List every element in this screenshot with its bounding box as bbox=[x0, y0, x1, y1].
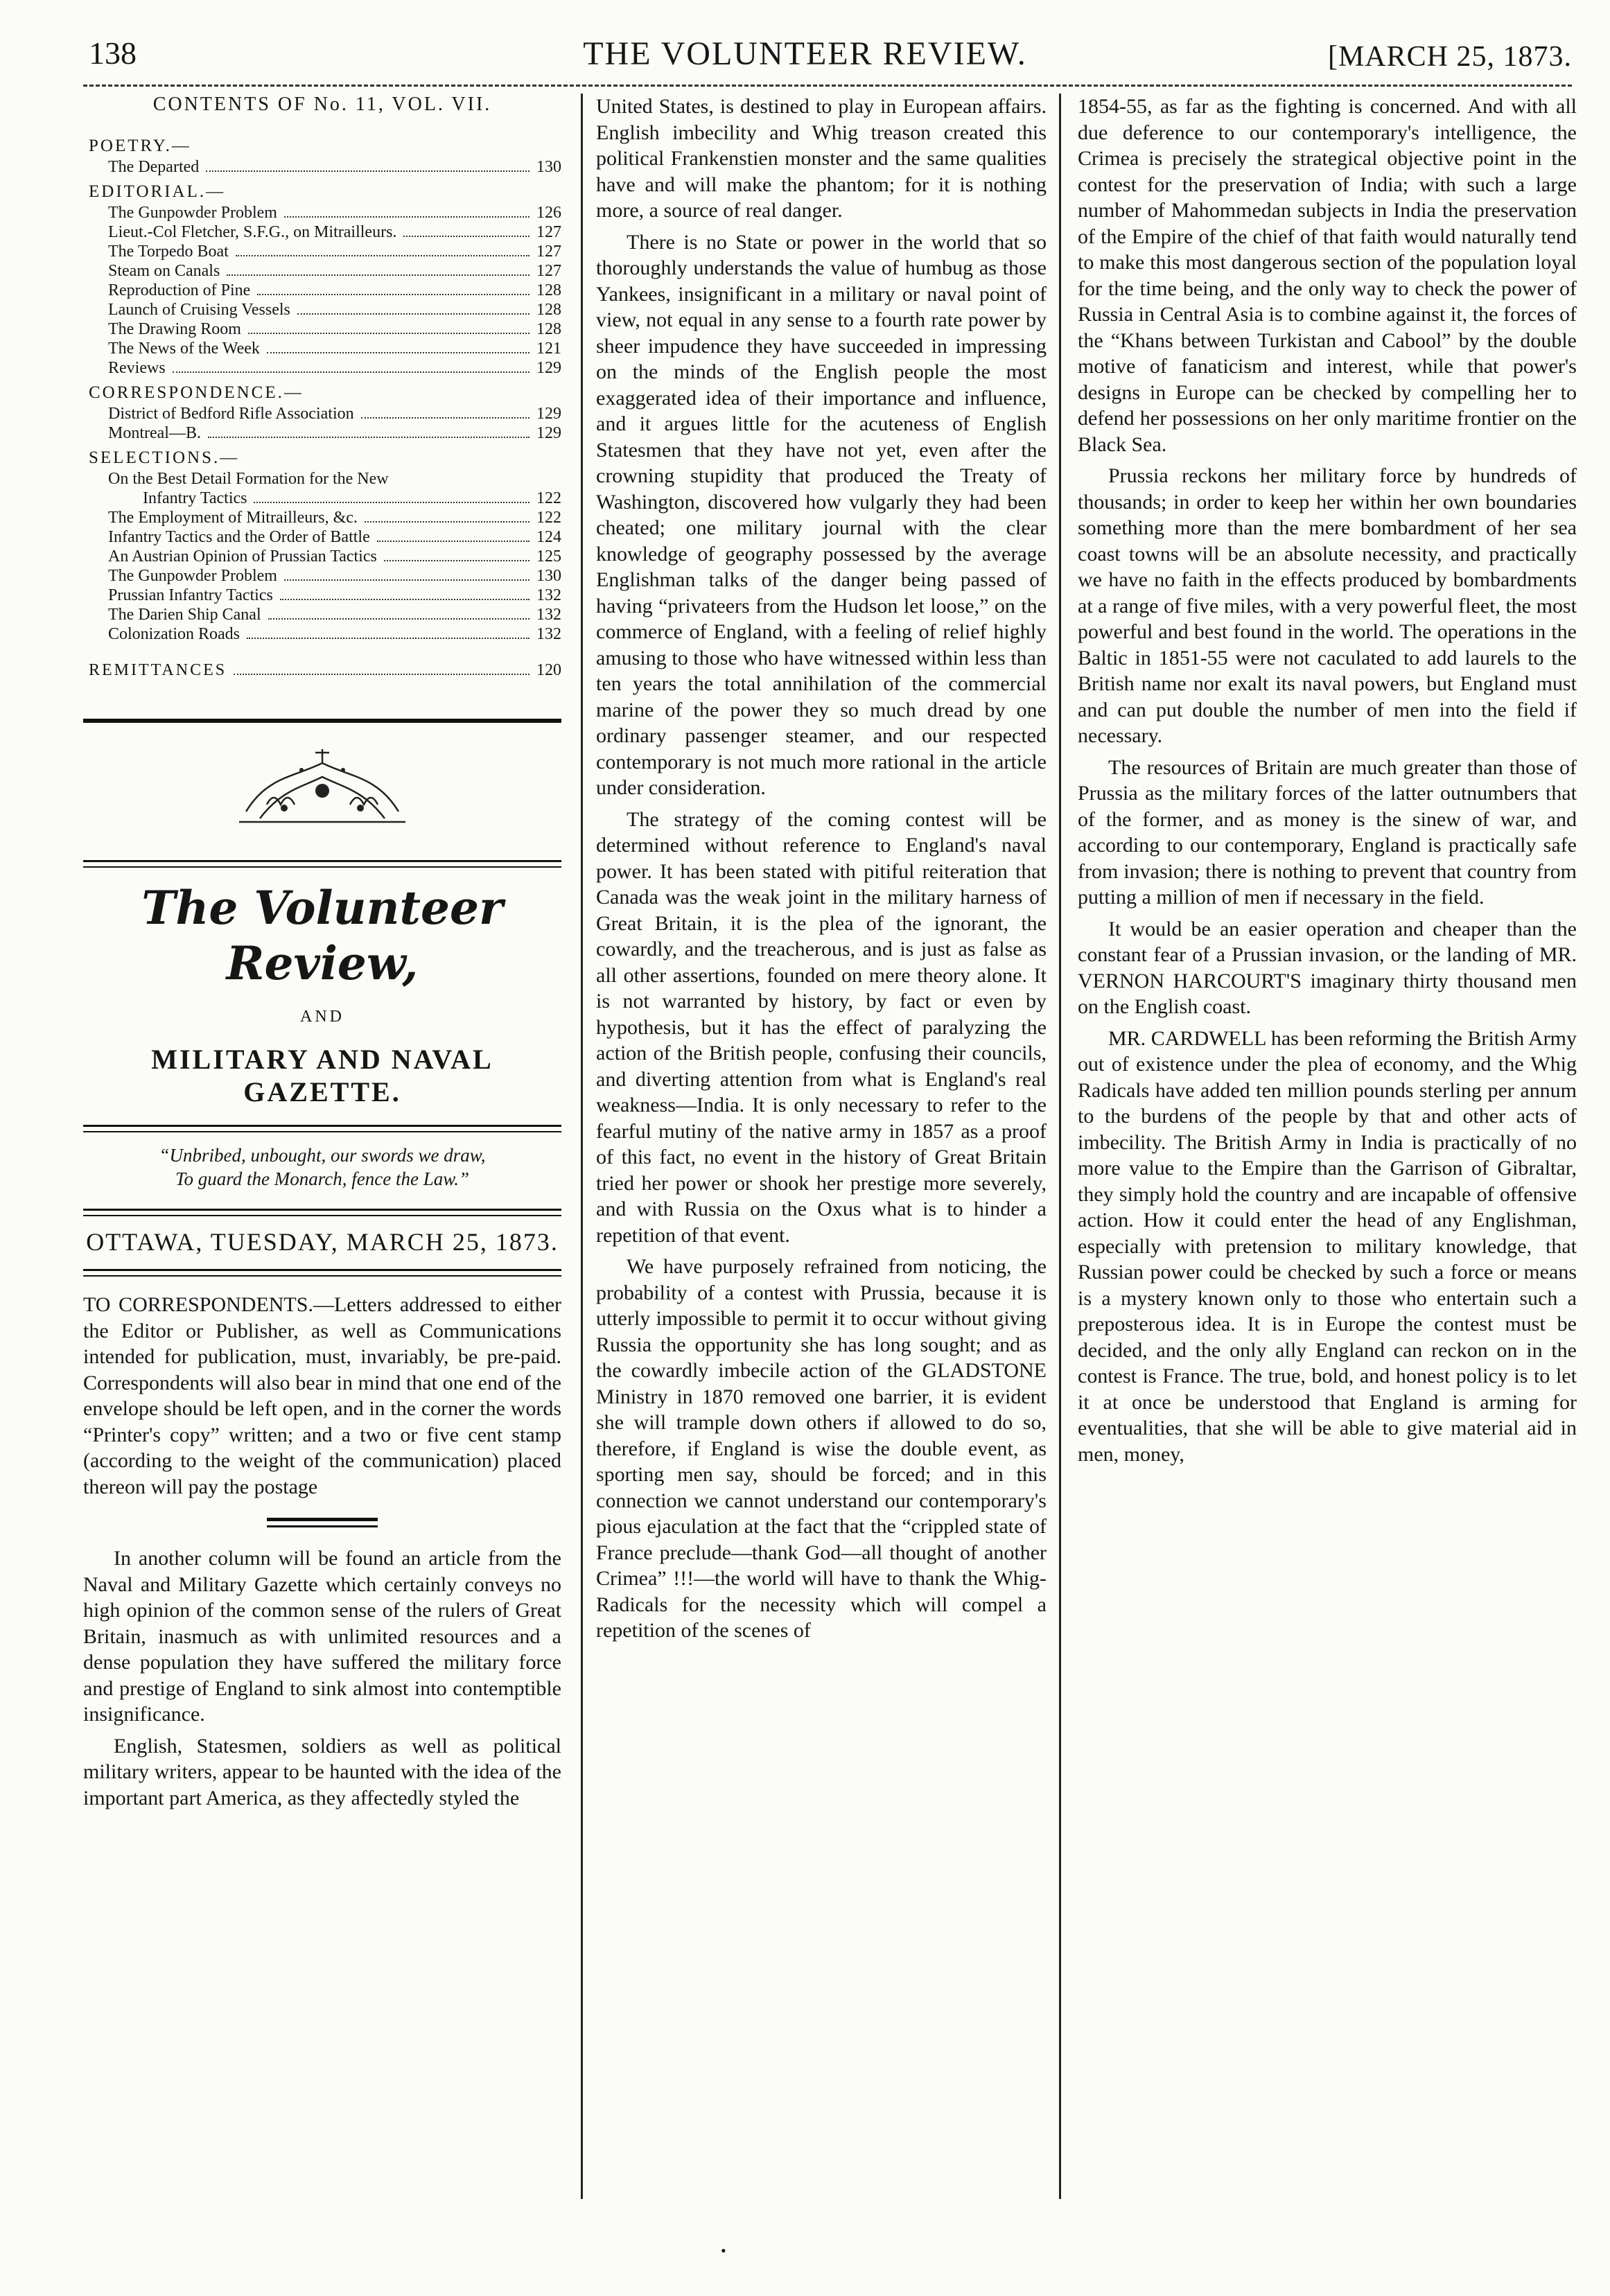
contents-section-label: POETRY.— bbox=[89, 137, 191, 155]
correspondents-notice bbox=[83, 1292, 561, 1500]
dateline-rule-top bbox=[83, 1209, 561, 1216]
article-paragraph: Prussia reckons her military force by hundreds of thousands; in order to keep her within her own boundaries something more than the mere bombardment of her sea coast towns will be an absolute necessity, and practically we have no faith in the effects produced by bombardments at a range of five miles, with a very powerful fleet, the most powerful and best found in the world. The operations in the Baltic in 1851-55 were not caculated to add laurels to the British name nor exalt its naval powers, but England must and can put double the number of men into the field if necessary. bbox=[1078, 464, 1577, 747]
section-divider bbox=[267, 1518, 378, 1527]
article-paragraph: It would be an easier operation and cheaper than the constant fear of a Prussian invasion, or the landing of MR. VERNON HARCOURT'S imaginary thirty thousand men on the English coast. bbox=[1078, 917, 1577, 1018]
article-paragraph: In another column will be found an article from the Naval and Military Gazette which certainly conveys no high opinion of the common sense of the rulers of Great Britain, inasmuch as with unlimited resources and a dense population they have suffered the military force and prestige of England to sink almost into contemptible insignificance. bbox=[83, 1547, 561, 1726]
article-paragraph: There is no State or power in the world that so thoroughly understands the value of humbug as those Yankees, insignificant in a military or naval point of view, not equal in any sense to a fourth rate power by sheer impudence they have succeeded in impressing on the minds of the English people the most exaggerated idea of their importance and influence, and it argues little for the acuteness of English Statesmen that they have not yet, even after the crowning stupidity that produced the Treaty of Washington, discovered how vulgarly they had been cheated; one military journal with the clear knowledge of geography possessed by the average Englishman talks of the danger being passed of having “privateers from the Hudson let loose,” on the commerce of England, with a feeling of relief highly amusing to those who have witnessed within less than ten years the total annihilation of the commercial marine of the power they so much dread by one ordinary passenger steamer, and our respected contemporary is not much more rational in the article under consideration. bbox=[596, 230, 1047, 799]
correspondents-heading: TO CORRESPONDENTS. bbox=[83, 1293, 313, 1316]
article-paragraph: The resources of Britain are much greater than those of Prussia as the military forces of the latter outnumbers that of the former, and as money is the sinew of war, and according to our contemporary, England is practically safe from invasion; there is nothing to prevent that country from putting a million of men if necessary in the field. bbox=[1078, 755, 1577, 909]
contents-item: REMITTANCES 120 bbox=[89, 661, 561, 679]
contents-item: An Austrian Opinion of Prussian Tactics 125 bbox=[108, 547, 561, 566]
contents-section-remittances bbox=[83, 660, 561, 680]
dateline-rule-bottom bbox=[83, 1269, 561, 1277]
contents-item: Prussian Infantry Tactics 132 bbox=[108, 586, 561, 604]
issue-date: [MARCH 25, 1873. bbox=[1327, 41, 1572, 73]
contents-title: CONTENTS OF No. 11, VOL. VII. bbox=[152, 94, 492, 115]
contents-item: Montreal—B. 129 bbox=[108, 424, 561, 442]
ornament-icon bbox=[218, 735, 426, 839]
dateline: OTTAWA, TUESDAY, MARCH 25, 1873. bbox=[86, 1228, 559, 1256]
motto-line-2: To guard the Monarch, fence the Law.” bbox=[175, 1168, 469, 1189]
contents-section-label: CORRESPONDENCE.— bbox=[89, 383, 304, 402]
contents-section-correspondence bbox=[83, 383, 561, 443]
contents-item: The Gunpowder Problem 126 bbox=[108, 204, 561, 222]
contents-section-selections bbox=[83, 448, 561, 644]
masthead-motto bbox=[83, 1143, 561, 1191]
contents-item: The Gunpowder Problem 130 bbox=[108, 567, 561, 585]
correspondents-body: —Letters addressed to either the Editor or Publisher, as well as Communications intended for publication, must, invariably, be pre-paid. Correspondents will also bear in mind that one end of the envelope should be left open, and in the corner the words “Printer's copy” written; and a two or five cent stamp (according to the weight of the communication) placed thereon will pay the postage bbox=[83, 1293, 561, 1498]
masthead-and: AND bbox=[300, 1008, 344, 1026]
contents-item: Steam on Canals 127 bbox=[108, 262, 561, 280]
column-rule-1 bbox=[581, 94, 583, 2199]
masthead-rule-lower bbox=[83, 1125, 561, 1132]
column-rule-2 bbox=[1059, 94, 1061, 2199]
contents-item: The Drawing Room 128 bbox=[108, 320, 561, 338]
article-paragraph: United States, is destined to play in European affairs. English imbecility and Whig treason created this political Frankenstien monster and the same qualities have and will make the phantom; for it is nothing more, a source of real danger. bbox=[596, 95, 1047, 222]
contents-item: The Torpedo Boat 127 bbox=[108, 243, 561, 261]
masthead-title: The Volunteer Review, bbox=[141, 881, 503, 990]
contents-item: The Darien Ship Canal 132 bbox=[108, 606, 561, 624]
column-2 bbox=[596, 94, 1047, 2213]
contents-item: The Departed 130 bbox=[108, 158, 561, 176]
article-paragraph: The strategy of the coming contest will be determined without reference to England's naval power. It has been stated with pitiful reiteration that Canada was the weak joint in the military harness of Great Britain, it is the plea of the ignorant, the cowardly, and the treacherous, and is just as false as all other assertions, founded on mere theory alone. It is not warranted by history, by fact or even by hypothesis, but it has the effect of paralyzing the action of the British people, confusing their councils, and diverting attention from what is England's real weakness—India. It is only necessary to refer to the fearful mutiny of the native army in 1857 as a proof of this fact, no event in the history of Great Britain tried her power or shook her prestige more severely, and with Russia on the Oxus what is to hinder a repetition of that event. bbox=[596, 807, 1047, 1247]
contents-item: District of Bedford Rifle Association 129 bbox=[108, 405, 561, 423]
contents-item: Launch of Cruising Vessels 128 bbox=[108, 301, 561, 319]
contents-item: Colonization Roads 132 bbox=[108, 625, 561, 643]
contents-section-label: EDITORIAL.— bbox=[89, 182, 226, 201]
contents-item: The News of the Week 121 bbox=[108, 340, 561, 358]
masthead-subtitle: MILITARY AND NAVAL GAZETTE. bbox=[151, 1044, 493, 1107]
contents-item: Infantry Tactics and the Order of Battle 124 bbox=[108, 528, 561, 546]
contents-item: Lieut.-Col Fletcher, S.F.G., on Mitrailleurs. 127 bbox=[108, 223, 561, 241]
contents-item: On the Best Detail Formation for the New Infantry Tactics 122 bbox=[108, 470, 561, 507]
motto-line-1: “Unbribed, unbought, our swords we draw, bbox=[159, 1145, 486, 1166]
header-rule bbox=[83, 85, 1572, 87]
print-dot: • bbox=[721, 2242, 726, 2259]
contents-section-poetry bbox=[83, 137, 561, 177]
masthead-rule-top bbox=[83, 719, 561, 723]
article-paragraph: We have purposely refrained from noticing, the probability of a contest with Prussia, because it is utterly impossible to permit it to occur without giving Russia the opportunity she has long sought; and as the cowardly imbecile action of the GLADSTONE Ministry in 1870 removed one barrier, it is evident she will trample down others if allowed to do so, therefore, if England is wise the double event, as sporting men say, should be forced; and in this connection we cannot understand our contemporary's pious ejaculation at the fact that the “crippled state of France preclude—thank God—all thought of another Crimea” !!!—the world will have to thank the Whig-Radicals for the necessity which will compel a repetition of the scenes of bbox=[596, 1255, 1047, 1642]
masthead-rule-middle bbox=[83, 860, 561, 868]
contents-section-editorial bbox=[83, 182, 561, 378]
running-title: THE VOLUNTEER REVIEW. bbox=[583, 35, 1027, 72]
article-paragraph: English, Statesmen, soldiers as well as political military writers, appear to be haunted with the idea of the important part America, as they affectedly styled the bbox=[83, 1734, 561, 1809]
contents-item: Reproduction of Pine 128 bbox=[108, 281, 561, 299]
article-paragraph: MR. CARDWELL has been reforming the British Army out of existence under the plea of economy, and the Whig Radicals have added ten million pounds sterling per annum to the burdens of the people by that and other acts of imbecility. The British Army in India is practically of no more value to the Empire than the Garrison of Gibraltar, they simply hold the country and are incapable of offensive action. How it could enter the head of any Englishman, especially with pretension to military knowledge, that Russian power could be checked by such a force or means is a mystery known only to those who entertain such a preposterous idea. It is in Europe the contest must be decided, and the only ally England can reckon on in the contest is France. The true, bold, and honest policy is to let it at once be understood that England is arming for eventualities, that she will be able to give material aid in men, money, bbox=[1078, 1026, 1577, 1466]
page-number: 138 bbox=[89, 35, 137, 71]
contents-section-label: SELECTIONS.— bbox=[89, 448, 240, 467]
column-1 bbox=[83, 94, 561, 2213]
column-3 bbox=[1078, 94, 1577, 2213]
article-paragraph: 1854-55, as far as the fighting is concerned. And with all due deference to our contemporary's intelligence, the Crimea is precisely the strategical objective point in the contest for the preservation of India; with such a large number of Mahommedan subjects in India the preservation of the Empire of the chief of that faith would naturally tend to make this most dangerous section of the population loyal for the time being, and the only way to check the power of Russia in Central Asia is to combine against it, the forces of the “Khans between Turkistan and Cabool” by the double motive of fanaticism and interest, while that power's designs in Europe can be checked by compelling her to defend her possessions on her only maritime frontier on the Black Sea. bbox=[1078, 95, 1577, 456]
contents-item: Reviews 129 bbox=[108, 359, 561, 377]
contents-item: The Employment of Mitrailleurs, &c. 122 bbox=[108, 509, 561, 527]
